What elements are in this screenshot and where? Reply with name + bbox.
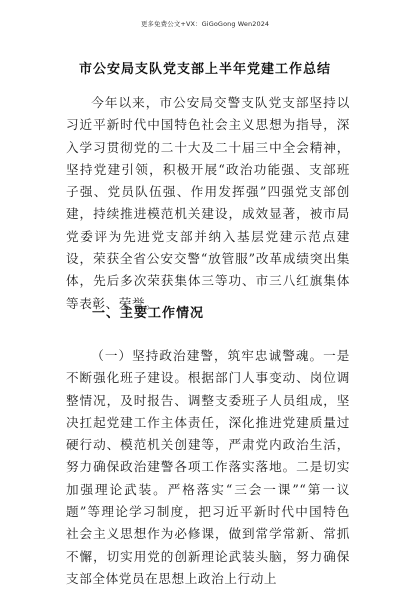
section-paragraph: （一）坚持政治建警，筑牢忠诚警魂。一是不断强化班子建设。根据部门人事变动、岗位调整情况，及时报告、调整支委班子人员组成，坚决扛起党建工作主体责任，深化推进党建质量过硬行动、模范机关创建等，严肃党内政治生活，努力确保政治建警各项工作落实落地。二是切实加强理论武装。严格落实“三会一课”“第一议题”等理论学习制度，把习近平新时代中国特色社会主义思想作为必修课，做到常学常新、常抓不懈，切实用党的创新理论武装头脑，努力确保支部全体党员在思想上政治上行动上 — [66, 348, 350, 586]
section-heading: 一、主要工作情况 — [92, 306, 205, 321]
page-title: 市公安局支队党支部上半年党建工作总结 — [78, 62, 331, 77]
header-note: 更多免费公文+VX：GiGoGong Wen2024 — [140, 20, 270, 28]
intro-paragraph: 今年以来，市公安局交警支队党支部坚持以习近平新时代中国特色社会主义思想为指导，深入学习贯彻党的二十大及二十届三中全会精神，坚持党建引领，积极开展“政治功能强、支部班子强、党员队伍强、作用发挥强”四强党支部创建，持续推进模范机关建设，成效显著，被市局党委评为先进党支部并纳入基层党建示范点建设，荣获全省公安交警“放管服”改革成绩突出集体，先后多次荣获集体三等功、市三八红旗集体等表彰、荣誉。 — [66, 95, 350, 311]
